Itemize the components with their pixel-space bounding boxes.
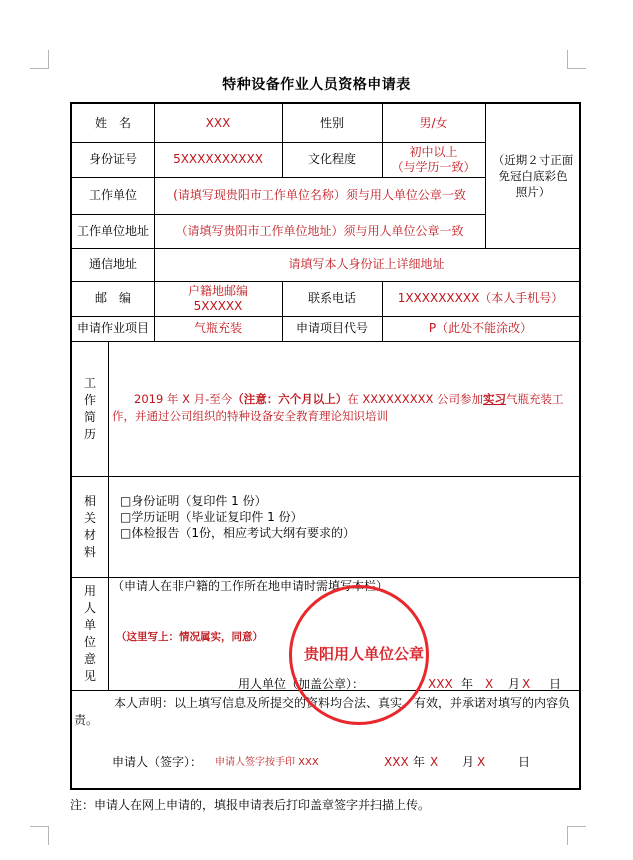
id-label: 身份证号 <box>88 152 137 166</box>
materials-list <box>120 493 570 541</box>
company-seal-text: 贵阳用人单位公章 <box>303 645 424 663</box>
employer-label: 用人单位意见 <box>83 583 96 683</box>
phone-value: 1XXXXXXXXX（本人手机号） <box>397 291 564 305</box>
materials-label: 相关材料 <box>83 493 96 559</box>
resume-text-notice: （注意：六个月以上） <box>232 392 348 406</box>
name-value: XXX <box>205 115 231 130</box>
name-label: 姓 名 <box>94 115 131 130</box>
resume-label-cell <box>72 341 108 476</box>
employer-label-cell <box>72 577 108 690</box>
sign-month-unit: 月 <box>462 755 475 769</box>
project-code-label: 申请项目代号 <box>295 321 368 335</box>
crop-mark-bottom-left <box>30 826 49 845</box>
work-address-value: （请填写贵阳市工作单位地址）须与用人单位公章一致 <box>175 223 464 238</box>
materials-label-cell <box>72 476 108 577</box>
project-code-value: P（此处不能涂改） <box>428 321 533 335</box>
postcode-value-line2: 5XXXXX <box>193 298 243 313</box>
employer-date-day: X <box>522 677 531 691</box>
photo-hint-line2: 免冠白底彩色 <box>498 169 568 183</box>
work-unit-value: (请填写现贵阳市工作单位名称）须与用人单位公章一致 <box>173 188 466 202</box>
mail-address-label: 通信地址 <box>88 257 137 271</box>
resume-text-internship: 实习 <box>482 392 506 406</box>
education-label: 文化程度 <box>307 152 356 166</box>
employer-note: （申请人在非户籍的工作所在地申请时需填写本栏） <box>112 579 389 593</box>
sign-date-day: X <box>477 755 486 769</box>
employer-day-unit: 日 <box>549 677 562 691</box>
work-address-label: 工作单位地址 <box>76 223 149 238</box>
mail-address-value: 请填写本人身份证上详细地址 <box>288 257 445 271</box>
declaration-text: 本人声明：以上填写信息及所提交的资料均合法、真实、有效，并承诺对填写的内容负责。 <box>74 696 571 727</box>
employer-year-unit: 年 <box>461 677 474 691</box>
resume-text-end: 气瓶充装工作，并通过公司组织的特种设备安全教育理论知识培训 <box>112 392 564 423</box>
postcode-value <box>154 281 282 316</box>
crop-mark-top-left <box>30 50 49 69</box>
material-item-education: □学历证明（毕业证复印件 1 份） <box>120 510 303 524</box>
postcode-label: 邮 编 <box>94 291 131 305</box>
footnote: 注：申请人在网上申请的，填报申请表后打印盖章签字并扫描上传。 <box>70 798 431 812</box>
employer-month-unit: 月 <box>508 677 521 691</box>
sign-date-year: XXX <box>384 755 409 769</box>
gender-label: 性别 <box>319 115 344 130</box>
work-unit-label: 工作单位 <box>88 188 137 202</box>
project-label: 申请作业项目 <box>76 321 149 335</box>
employer-date-month: X <box>485 677 494 691</box>
employer-date-year: XXX <box>428 677 453 691</box>
resume-text <box>112 391 582 425</box>
material-item-medical: □体检报告（1份，相应考试大纲有要求的） <box>120 526 355 540</box>
crop-mark-top-right <box>567 50 586 69</box>
sign-day-unit: 日 <box>518 755 531 769</box>
phone-label: 联系电话 <box>307 291 356 305</box>
photo-box <box>485 104 581 248</box>
resume-label: 工作简历 <box>83 375 96 441</box>
material-item-id: □身份证明（复印件 1 份） <box>120 494 267 508</box>
photo-hint-line3: 照片） <box>515 185 551 199</box>
sign-date-month: X <box>430 755 439 769</box>
signer-value: 申请人签字按手印 XXX <box>215 757 319 768</box>
form-title: 特种设备作业人员资格申请表 <box>222 77 411 93</box>
education-value-line1: 初中以上 <box>409 144 458 159</box>
employer-seal-label: 用人单位（加盖公章）： <box>238 677 365 691</box>
education-value-line2: （与学历一致） <box>391 159 476 174</box>
employer-opinion: （这里写上：情况属实，同意） <box>116 631 263 643</box>
resume-text-start: 2019 年 X 月-至今 <box>134 392 233 406</box>
id-value: 5XXXXXXXXXX <box>173 152 263 166</box>
signer-label: 申请人（签字）： <box>112 755 203 769</box>
sign-year-unit: 年 <box>413 755 426 769</box>
project-value: 气瓶充装 <box>193 321 242 335</box>
resume-text-company: 在 XXXXXXXXX 公司参加 <box>347 392 483 406</box>
postcode-value-line1: 户籍地邮编 <box>187 283 248 298</box>
crop-mark-bottom-right <box>567 826 586 845</box>
gender-value: 男/女 <box>419 115 448 130</box>
photo-hint-line1: （近期２寸正面 <box>492 153 574 167</box>
education-value <box>382 142 485 177</box>
